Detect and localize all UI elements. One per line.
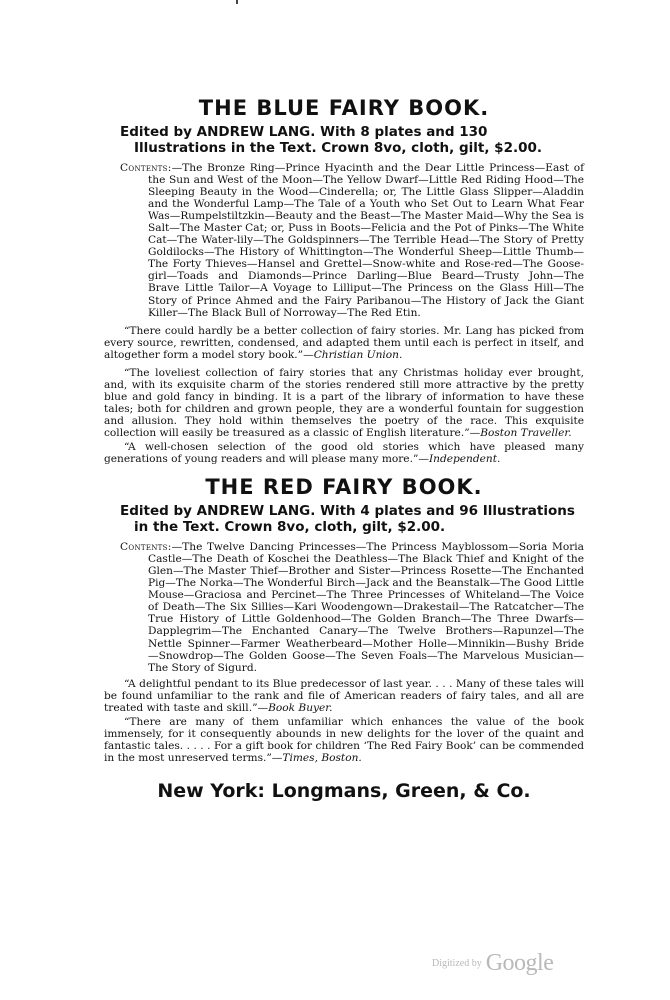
review-quote <box>104 367 584 439</box>
contents-list: —The Twelve Dancing Princesses—The Princess Mayblossom—Soria Moria Castle—The Death of Koschei the Deathless—The Black Thief and Knight of the Glen—The Master Thief—Brother and Sister—Princess Rosette—The Enchanted Pig—The Norka—The Wonderful Birch—Jack and the Beanstalk—The Good Little Mouse—Graciosa and Percinet—The Three Princesses of Whiteland—The Voice of Death—The Six Sillies—Kari Woodengown—Drakestail—The Ratcatcher—The True History of Little Goldenhood—The Golden Branch—The Three Dwarfs—Dapplegrim—The Enchanted Canary—The Twelve Brothers—Rapunzel—The Nettle Spinner—Farmer Weatherbeard—Mother Holle—Minnikin—Bushy Bride—Snowdrop—The Golden Goose—The Seven Foals—The Marvelous Musician—The Story of Sigurd. <box>148 541 584 674</box>
review-text: “A delightful pendant to its Blue predecessor of last year. . . . Many of these tales will be found unfamiliar to the rank and file of American readers of fairy tales, and all are treated with taste and skill.”— <box>104 677 584 714</box>
red-fairy-book-edition: Edited by ANDREW LANG. With 4 plates and 96 Illustrations in the Text. Crown 8vo, cloth, gilt, $2.00. <box>120 503 575 536</box>
review-quote <box>104 325 584 361</box>
contents-label: Contents: <box>120 541 172 554</box>
blue-fairy-book-contents <box>120 162 584 319</box>
review-text: “There are many of them unfamiliar which enhances the value of the book immensely, for it consequently abounds in new delights for the lover of the quaint and fantastic tales. . . . . For a gift book for children ‘The Red Fairy Book’ can be commended in the most unreserved terms.”— <box>104 715 584 764</box>
google-logo: Google <box>485 950 554 976</box>
review-source: Independent. <box>428 453 501 466</box>
blue-fairy-book-title: THE BLUE FAIRY BOOK. <box>198 96 490 120</box>
review-text: “There could hardly be a better collection of fairy stories. Mr. Lang has picked from every source, rewritten, condensed, and adapted them until each is perfect in itself, and altogether form a model story book.”— <box>104 324 584 361</box>
review-quote <box>104 678 584 714</box>
review-text: “A well-chosen selection of the good old stories which have pleased many generations of young readers and will please many more.”— <box>104 441 584 466</box>
watermark-prefix: Digitized by <box>432 958 482 969</box>
page-mark <box>236 0 238 4</box>
review-text: “The loveliest collection of fairy stories that any Christmas holiday ever brought, and, with its exquisite charm of the stories rendered still more attractive by the pretty blue and gold fancy in binding. It is a part of the library of information to have these tales; both for children and grown people, they are a wonderful fountain for suggestion and allusion. They hold within themselves the poetry of the race. This exquisite collection will easily be treasured as a classic of English literature.”— <box>104 366 584 439</box>
contents-label: Contents: <box>120 162 172 174</box>
review-source: Boston Traveller. <box>480 426 572 439</box>
review-source: Times, Boston. <box>282 751 362 764</box>
publisher-imprint: New York: Longmans, Green, & Co. <box>157 779 531 802</box>
blue-fairy-book-edition: Edited by ANDREW LANG. With 8 plates and 130 Illustrations in the Text. Crown 8vo, cloth, gilt, $2.00. <box>120 124 543 156</box>
advertisement-page <box>104 96 584 802</box>
review-quote <box>104 716 584 764</box>
review-source: Book Buyer. <box>268 701 333 714</box>
review-quote <box>104 441 584 465</box>
digitized-by-google-watermark <box>432 950 553 977</box>
red-fairy-book-title: THE RED FAIRY BOOK. <box>205 475 483 500</box>
contents-list: —The Bronze Ring—Prince Hyacinth and the Dear Little Princess—East of the Sun and West of the Moon—The Yellow Dwarf—Little Red Riding Hood—The Sleeping Beauty in the Wood—Cinderella; or, The Little Glass Slipper—Aladdin and the Wonderful Lamp—The Tale of a Youth who Set Out to Learn What Fear Was—Rumpelstiltzkin—Beauty and the Beast—The Master Maid—Why the Sea is Salt—The Master Cat; or, Puss in Boots—Felicia and the Pot of Pinks—The White Cat—The Water-lily—The Goldspinners—The Terrible Head—The Story of Pretty Goldilocks—The History of Whittington—The Wonderful Sheep—Little Thumb—The Forty Thieves—Hansel and Grettel—Snow-white and Rose-red—The Goose-girl—Toads and Diamonds—Prince Darling—Blue Beard—Trusty John—The Brave Little Tailor—A Voyage to Lilliput—The Princess on the Glass Hill—The Story of Prince Ahmed and the Fairy Paribanou—The History of Jack the Giant Killer—The Black Bull of Norroway—The Red Etin. <box>148 162 584 319</box>
red-fairy-book-contents <box>120 541 584 674</box>
review-source: Christian Union. <box>313 348 403 361</box>
